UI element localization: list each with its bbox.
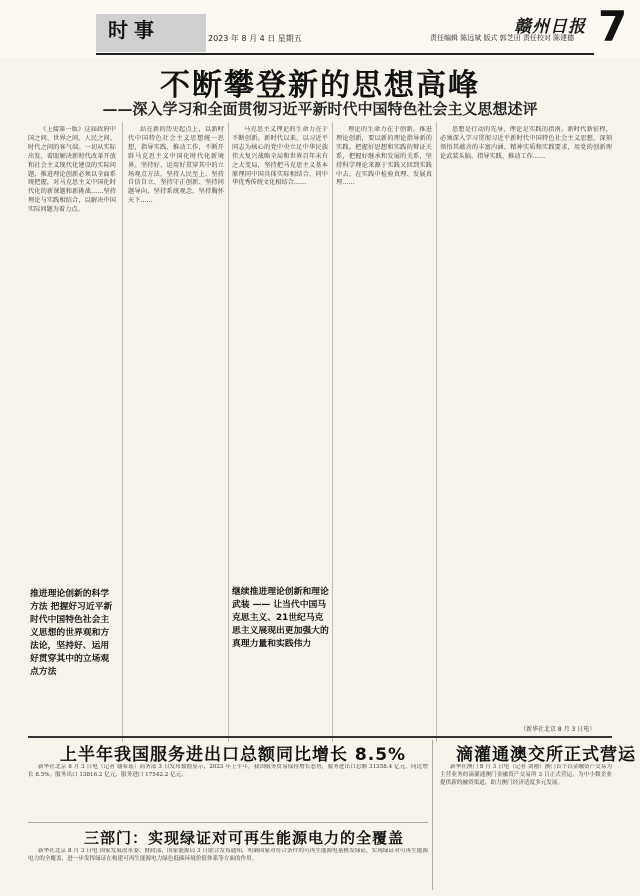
lead-column-1 <box>28 126 116 586</box>
lead-column-1-text: 《上接第一版》这届政府中国之问、世界之问、人民之问、时代之问的客气端。一切从实际出发，着眼解决新时代改革开放和社会主义现代化建设的实际问题，推进理论创新必须以全面系统把握，对马克思主义中国化时代化的新课题和新挑战……坚持理论与实践相结合，以解决中国实际问题为着力点。 <box>28 126 116 214</box>
section-rule <box>28 736 612 738</box>
section-rule <box>28 822 428 823</box>
lead-column-5 <box>440 126 612 722</box>
column-divider <box>122 122 123 742</box>
lead-subheading-2: 继续推进理论创新和理论武装 —— 让当代中国马克思主义、21世纪马克思主义展现出更加强大的真理力量和实践伟力 <box>232 587 329 649</box>
lead-subheading-1: 推进理论创新的科学方法 把握好习近平新时代中国特色社会主义思想的世界观和方法论，坚持好、运用好贯穿其中的立场观点方法 <box>30 589 113 677</box>
newspaper-logo: 赣州日报 <box>514 17 586 37</box>
lead-column-2-text: 站在新的历史起点上，以新时代中国特色社会主义思想统一思想，指导实践、推动工作，不断开辟马克思主义中国化时代化新境界。坚持好、运用好贯穿其中的立场观点方法，坚持人民至上、坚持自信自立、坚持守正创新、坚持问题导向、坚持系统观念、坚持胸怀天下…… <box>128 126 224 205</box>
column-divider <box>436 122 437 742</box>
column-divider <box>332 122 333 742</box>
lead-headline: 不断攀登新的思想高峰 <box>160 68 480 103</box>
masthead-rule <box>96 53 594 55</box>
column-divider <box>432 740 433 890</box>
story-1-body <box>28 764 428 820</box>
lead-column-4 <box>336 126 432 736</box>
story-1-headline: 上半年我国服务进出口总额同比增长 8.5% <box>60 745 407 765</box>
lead-column-4-text: 理论的生命力在于创新。推进理论创新，要以新的理论指导新的实践。把握好思想和实践的辩证关系，把握好继承和发展的关系，坚持科学理论来源于实践又回到实践中去，在实践中检验真理、发展真理…… <box>336 126 432 187</box>
column-divider <box>228 122 229 742</box>
lead-byline: （新华社北京 8 月 3 日电） <box>520 726 596 733</box>
lead-column-3 <box>232 126 328 582</box>
lead-column-5-text: 思想是行动的先导，理论是实践的指南。新时代新征程，必须深入学习贯彻习近平新时代中国特色社会主义思想，深刻领悟其蕴含的丰富内涵、精神实质和实践要求，用党的创新理论武装头脑、指导实践、推动工作…… <box>440 126 612 160</box>
editor-credits: 责任编辑 陈远斌 版式 郭芝田 责任校对 陈建德 <box>430 34 575 42</box>
lead-subhead: ——深入学习和全面贯彻习近平新时代中国特色社会主义思想述评 <box>102 100 538 118</box>
story-3-text: 新华社北京 8 月 3 日电 国家发展改革委、财政部、国家能源局 3 日联合发布通知，明确国家对符合条件的可再生能源电量核发绿证，实现绿证对可再生能源电力的全覆盖，进一步发挥绿证在构建可再生能源电力绿色低碳环境价值体系等方面的作用。 <box>28 848 428 862</box>
section-name: 时事 <box>108 18 160 42</box>
story-2-text: 新华社澳门 8 月 3 日电（记者 刘刚）澳门首个以金融资产交易为主营业务的滴灌通澳门金融资产交易所 3 日正式营运，为中小微企业提供新的融资渠道，助力澳门经济适度多元发展。 <box>440 764 612 786</box>
story-1-text: 新华社北京 8 月 3 日电（记者 谢希瑶）商务部 3 日发布数据显示，2023 年上半年，我国服务贸易保持增长态势，服务进出口总额 31358.4 亿元，同比增长 8.5%。服务出口 13816.2 亿元，服务进口 17542.2 亿元。 <box>28 764 428 778</box>
lead-column-3-text: 马克思主义理论的生命力在于不断创新。新时代以来，以习近平同志为核心的党中央立足中华民族伟大复兴战略全局和世界百年未有之大变局，坚持把马克思主义基本原理同中国具体实际相结合、同中华优秀传统文化相结合…… <box>232 126 328 187</box>
story-2-headline: 滴灌通澳交所正式营运 <box>456 745 636 765</box>
story-3-body <box>28 848 428 892</box>
issue-date: 2023 年 8 月 4 日 星期五 <box>208 34 302 43</box>
page-number: 7 <box>598 2 628 51</box>
lead-column-2 <box>128 126 224 736</box>
story-2-body <box>440 764 612 892</box>
masthead <box>0 0 640 58</box>
story-3-headline: 三部门：实现绿证对可再生能源电力的全覆盖 <box>84 829 405 847</box>
